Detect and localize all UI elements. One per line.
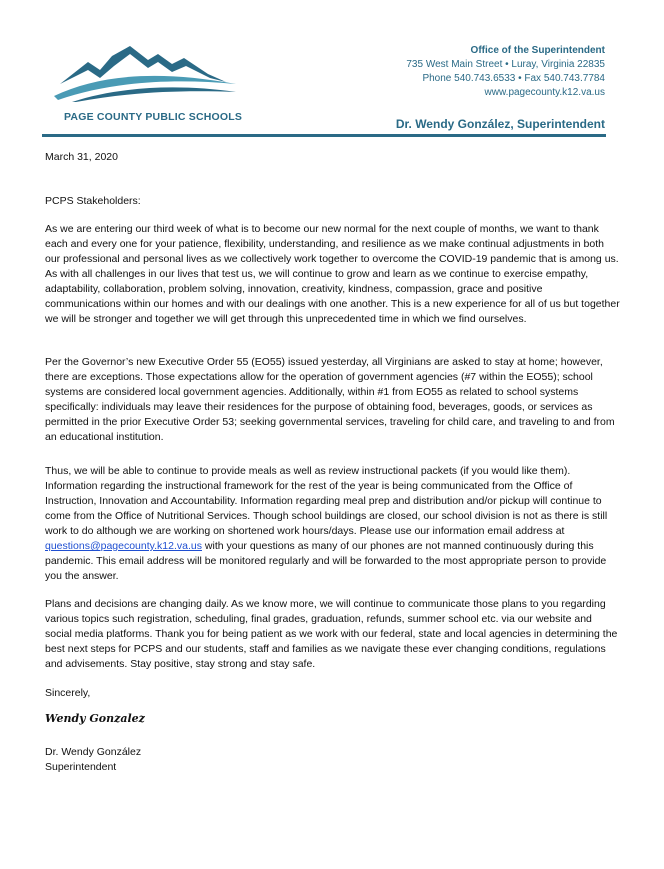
letter-salutation: PCPS Stakeholders: [45, 195, 141, 207]
signature-block [45, 745, 620, 775]
office-contact-block [406, 44, 605, 100]
signer-name: Dr. Wendy González [45, 746, 142, 758]
questions-email-link[interactable]: questions@pagecounty.k12.va.us [45, 540, 202, 552]
paragraph-3-text-after: with your questions as many of our phones are not manned continuously during this pandemic. This email address will be monitored regularly and will be forwarded to the most appropriate person to provide you the answer. [45, 540, 607, 582]
letter-closing: Sincerely, [45, 687, 91, 699]
signer-title: Superintendent [45, 761, 117, 773]
paragraph-4: Plans and decisions are changing daily. As we know more, we will continue to communicate those plans to you regarding various topics such registration, scheduling, final grades, graduation, refunds, summer school etc. via our website and social media platforms. Thank you for being patient as we work with our federal, state and local agencies in determining the best next steps for PCPS and our students, staff and families as we navigate these ever changing conditions, regulations and advisements. Stay positive, stay strong and stay safe. [45, 598, 618, 670]
letter-date: March 31, 2020 [45, 151, 118, 163]
header-divider [42, 134, 606, 137]
paragraph-3 [45, 464, 620, 584]
office-address: 735 West Main Street • Luray, Virginia 22835 [406, 59, 605, 70]
superintendent-heading: Dr. Wendy González, Superintendent [395, 117, 605, 131]
office-website[interactable]: www.pagecounty.k12.va.us [484, 87, 605, 98]
paragraph-3-text-before: Thus, we will be able to continue to provide meals as well as review instructional packets (if you would like them). Information regarding the instructional framework for the rest of the year is being communicated from the Office of Instruction, Innovation and Accountability. Information regarding meal prep and distribution and/or pickup will continue to come from the Office of Nutritional Services. Though school buildings are closed, our school division is not as there is still work to do although we are working on shortened work hours/days. Please use our information email address at [45, 465, 608, 537]
handwritten-signature: Wendy Gonzalez [45, 712, 145, 725]
mountain-logo-icon [50, 40, 240, 102]
office-phone-fax: Phone 540.743.6533 • Fax 540.743.7784 [422, 73, 605, 84]
paragraph-2: Per the Governor’s new Executive Order 55 (EO55) issued yesterday, all Virginians are asked to stay at home; however, there are exceptions. Those expectations allow for the operation of government agencies (#7 within the EO55); school systems are considered local government agencies. Additionally, within #1 from EO55 as related to school systems specifically: individuals may leave their residences for the purpose of obtaining food, beverages, goods, or services as permitted in the prior Executive Order 53; seeking governmental services, traveling for child care, and traveling to and from an educational institution. [45, 356, 615, 443]
paragraph-1: As we are entering our third week of what is to become our new normal for the next couple of months, we want to thank each and every one for your patience, flexibility, understanding, and resilience as we make continual adjustments in both our professional and personal lives as we collectively work together to overcome the COVID-19 pandemic that is among us. As with all challenges in our lives that test us, we will continue to grow and learn as we continue to exercise empathy, adaptability, collaboration, problem solving, innovation, creativity, kindness, compassion, grace and positive communications within our homes and with our dealings with one another. This is a new experience for all of us but together we will be stronger and together we will get through this unprecedented time in which we find ourselves. [45, 223, 620, 325]
office-title: Office of the Superintendent [470, 45, 605, 56]
school-name: PAGE COUNTY PUBLIC SCHOOLS [64, 111, 243, 123]
